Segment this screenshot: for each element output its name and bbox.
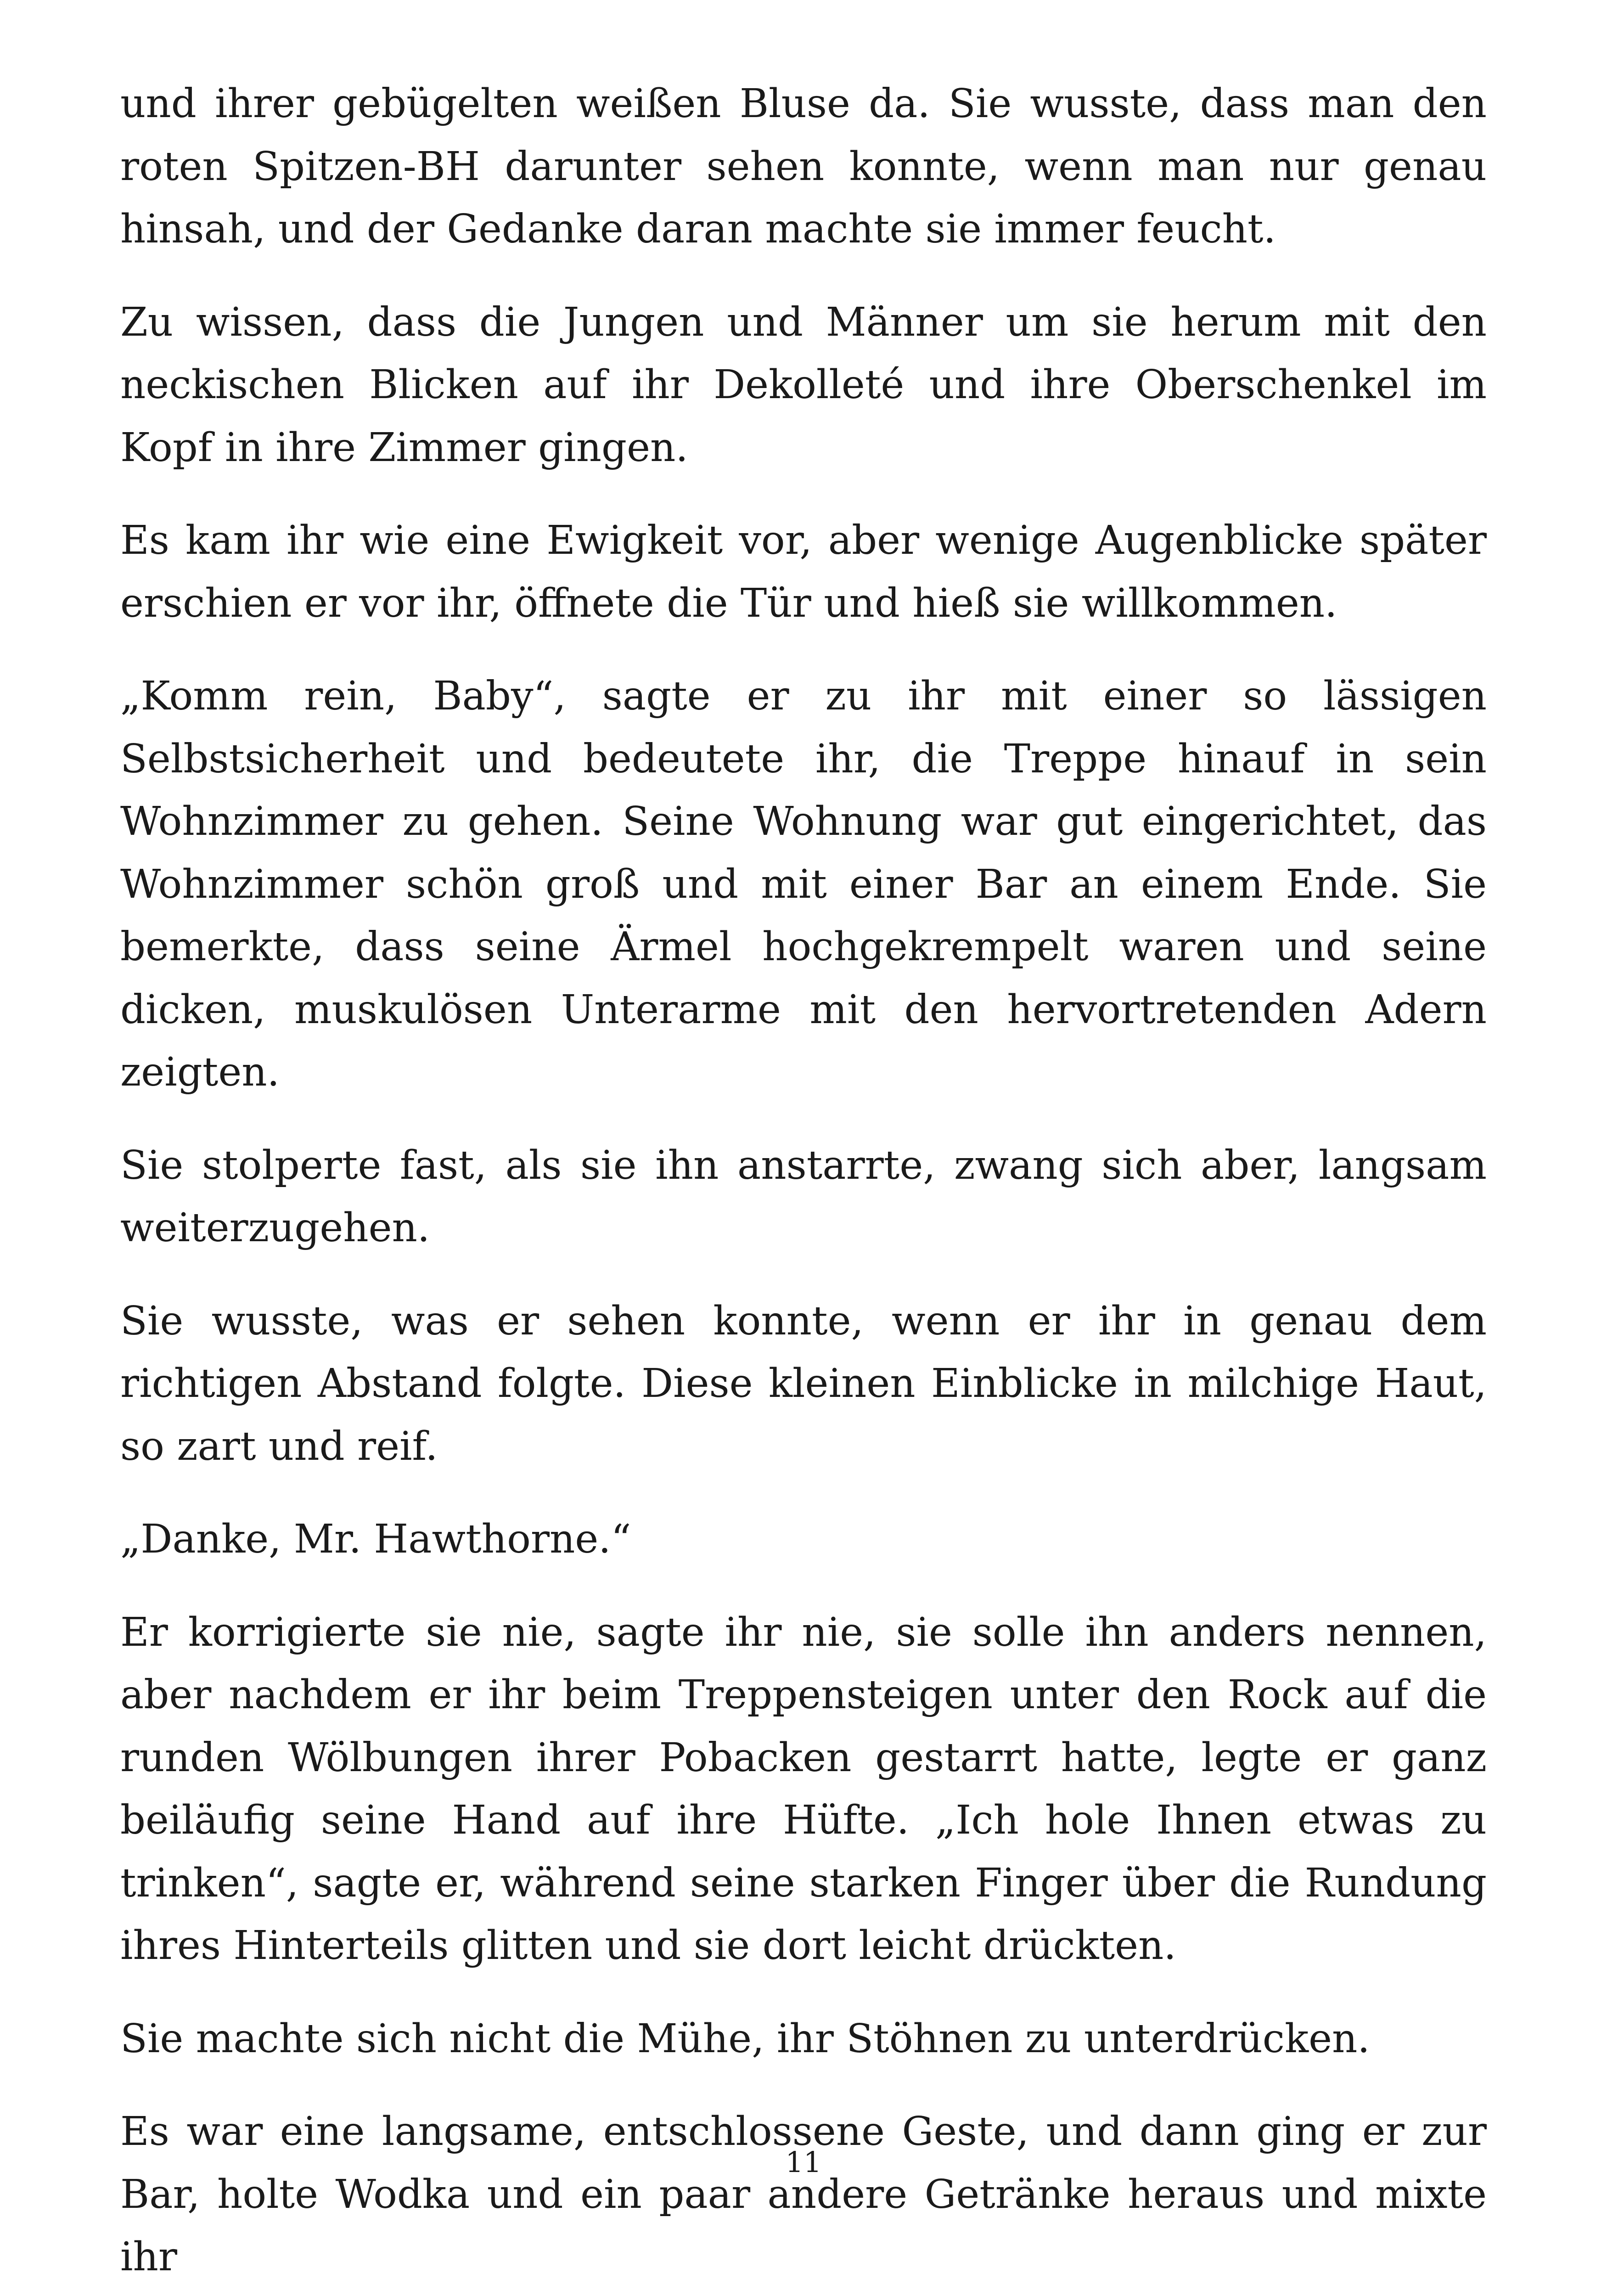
paragraph: „Danke, Mr. Hawthorne.“ (120, 1516, 631, 1562)
paragraph: und ihrer gebügelten weißen Bluse da. Sie wusste, dass man den roten Spitzen-BH darunter sehen konnte, wenn man nur genau hinsah, und der Gedanke daran machte sie immer feucht. (120, 81, 1487, 252)
paragraph: Zu wissen, dass die Jungen und Männer um sie herum mit den neckischen Blicken auf ihr Dekolleté und ihre Oberschenkel im Kopf in ihre Zimmer gingen. (120, 299, 1487, 471)
page-number: 11 (785, 2145, 822, 2179)
paragraph: Es kam ihr wie eine Ewigkeit vor, aber wenige Augenblicke später erschien er vor ihr, öffnete die Tür und hieß sie willkommen. (120, 518, 1487, 626)
body-text (120, 73, 1487, 2296)
paragraph: Sie wusste, was er sehen konnte, wenn er ihr in genau dem richtigen Abstand folgte. Diese kleinen Einblicke in milchige Haut, so zart und reif. (120, 1298, 1487, 1469)
paragraph: Sie machte sich nicht die Mühe, ihr Stöhnen zu unterdrücken. (120, 2015, 1370, 2062)
paragraph: Es war eine langsame, entschlossene Geste, und dann ging er zur Bar, holte Wodka und ein paar andere Getränke heraus und mixte ihr (120, 2109, 1487, 2280)
paragraph: Er korrigierte sie nie, sagte ihr nie, sie solle ihn anders nennen, aber nachdem er ihr beim Treppensteigen unter den Rock auf die runden Wölbungen ihrer Pobacken gestarrt hatte, legte er ganz beiläufig seine Hand auf ihre Hüfte. „Ich hole Ihnen etwas zu trinken“, sagte er, während seine starken Finger über die Rundung ihres Hinterteils glitten und sie dort leicht drückten. (120, 1609, 1487, 1969)
paragraph: Sie stolperte fast, als sie ihn anstarrte, zwang sich aber, langsam weiterzugehen. (120, 1142, 1487, 1251)
paragraph: „Komm rein, Baby“, sagte er zu ihr mit einer so lässigen Selbstsicherheit und bedeutete ihr, die Treppe hinauf in sein Wohnzimmer zu gehen. Seine Wohnung war gut eingerichtet, das Wohnzimmer schön groß und mit einer Bar an einem Ende. Sie bemerkte, dass seine Ärmel hochgekrempelt waren und seine dicken, muskulösen Unterarme mit den hervortretenden Adern zeigten. (120, 673, 1487, 1095)
